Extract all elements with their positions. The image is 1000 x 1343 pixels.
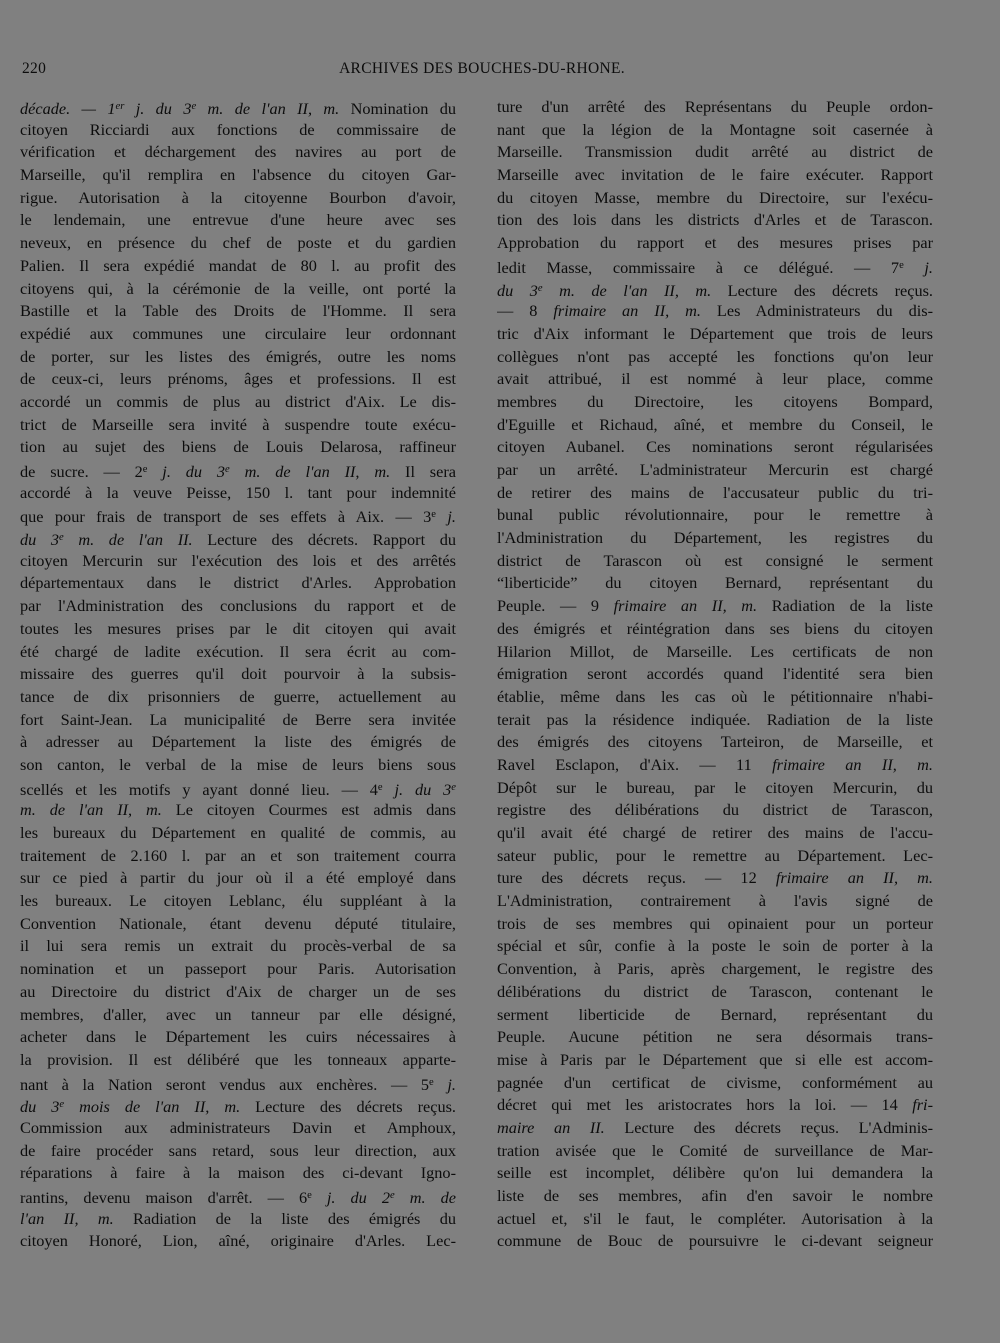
date-reference: frimaire an II, m. (772, 754, 933, 774)
text-line (497, 618, 933, 641)
text-line (497, 572, 933, 595)
text-line (497, 1049, 933, 1072)
text-line (497, 482, 933, 505)
date-reference: e (389, 1190, 395, 1201)
text-run: Commission aux administrateurs Davin et Amphoux, (20, 1117, 456, 1137)
text-line (497, 346, 933, 369)
text-run: ture d'un arrêté des Représentans du Peuple ordon- (497, 97, 933, 116)
text-run: Ravel Esclapon, d'Aix. — 11 (497, 754, 773, 774)
text-run: du citoyen Masse, membre du Directoire, sur l'exécu- (497, 187, 933, 207)
text-run: membres, d'aller, avec un tanneur par elle désigné, (20, 1004, 456, 1024)
date-reference: e (59, 532, 64, 544)
date-reference: j. (903, 257, 933, 277)
text-run: commune de Bouc de poursuivre le ci-devant seigneur (497, 1231, 933, 1251)
text-line (497, 935, 933, 958)
text-line (497, 436, 933, 459)
text-run: les bureaux. Le citoyen Leblanc, élu suppléant à la (20, 891, 456, 911)
text-run: accordé à la veuve Peisse, 150 l. tant pour indemnité (20, 482, 456, 502)
text-line (497, 867, 933, 890)
text-line (497, 300, 933, 323)
text-run: sur ce pied à partir du jour où il a été employé dans (20, 868, 456, 888)
text-run: l'Administration du Département, les registres du (497, 528, 933, 548)
text-run: décret qui met les aristocrates hors la loi. — 14 (497, 1095, 913, 1115)
text-line (20, 731, 456, 754)
text-line (497, 958, 933, 981)
text-run: Nomination du (339, 98, 456, 118)
text-run: au Directoire du district d'Aix de charger un de ses (20, 981, 456, 1001)
text-run: Il sera (390, 461, 456, 481)
date-reference: j. (436, 507, 456, 527)
text-run: scellés et les motifs y ayant donné lieu. — 4 (20, 779, 378, 799)
text-line (497, 96, 933, 119)
text-line (497, 187, 933, 210)
text-line (20, 346, 456, 369)
text-run: qu'il avait été chargé de retirer des mains de l'accu- (497, 823, 933, 842)
text-run: e (377, 781, 383, 793)
text-line (20, 890, 456, 913)
text-line (497, 595, 933, 618)
text-line (497, 1004, 933, 1027)
text-line (497, 119, 933, 142)
date-reference: frimaire an II, m. (553, 301, 701, 321)
text-line (20, 1117, 456, 1140)
date-reference: maire an II. (497, 1117, 605, 1137)
text-line (497, 391, 933, 414)
text-line (497, 232, 933, 255)
text-run: Approbation du rapport et des mesures prises par (497, 233, 933, 253)
text-run: rigue. Autorisation à la citoyenne Bourbon d'avoir, (20, 187, 456, 207)
text-run: il lui sera remis un extrait du procès-verbal de sa (20, 936, 456, 956)
text-line (20, 164, 456, 187)
date-reference: j. du 3 (147, 461, 226, 481)
text-line (20, 1072, 456, 1095)
text-run: Lecture des décrets reçus. (711, 280, 933, 300)
text-run: acheter dans le Département les cuirs nécessaires à (20, 1027, 456, 1047)
text-line (497, 1072, 933, 1095)
text-run: “liberticide” du citoyen Bernard, représentant du (497, 573, 933, 593)
text-line (20, 754, 456, 777)
date-reference: du 3 (20, 1097, 60, 1117)
text-run: nomination et un passeport pour Paris. Autorisation (20, 959, 456, 979)
text-line (20, 482, 456, 505)
text-line (20, 527, 456, 550)
text-run: émigration seront accordés quand l'identité sera bien (497, 664, 933, 684)
text-run: bunal public révolutionnaire, pour le remettre à (497, 505, 933, 525)
text-line (497, 1117, 933, 1140)
date-reference: frimaire an II, m. (613, 596, 758, 616)
date-reference: j. du 3 (124, 98, 192, 118)
date-reference: fri- (912, 1095, 933, 1115)
text-run: sateur public, pour le remettre au Département. Lec- (497, 845, 933, 865)
text-line (20, 1208, 456, 1231)
text-line (20, 686, 456, 709)
text-run: membres du Directoire, les citoyens Bompard, (497, 391, 933, 411)
text-line (20, 641, 456, 664)
text-line (20, 799, 456, 822)
date-reference: e (225, 464, 230, 475)
text-run: délibérations du district de Tarascon, contenant le (497, 981, 933, 1001)
text-run: Lecture des décrets reçus. L'Adminis- (604, 1117, 933, 1137)
text-line (20, 981, 456, 1004)
text-run: toutes les mesures prises par le dit citoyen qui avait (20, 618, 456, 638)
text-run: la provision. Il est délibéré que les tonneaux apparte- (20, 1049, 456, 1069)
text-run: citoyen Aubanel. Ces nominations seront régularisées (497, 437, 933, 457)
text-run: Convention, à Paris, après chargement, le registre des (497, 959, 933, 979)
text-run: des émigrés et réintégration dans ses biens du citoyen (497, 618, 933, 638)
text-line (497, 799, 933, 822)
text-line (497, 981, 933, 1004)
text-run: Palien. Il sera expédié mandat de 80 l. au profit des (20, 255, 456, 275)
text-line (20, 1094, 456, 1117)
text-run: nant à la Nation seront vendus aux enchères. — 5 (20, 1074, 430, 1094)
text-run: e (307, 1190, 312, 1201)
text-line (497, 1230, 933, 1253)
text-line (497, 845, 933, 868)
date-reference: e (451, 781, 456, 793)
text-line (20, 368, 456, 391)
text-run: trict de Marseille sera invité à suspendre toute exécu- (20, 414, 456, 434)
text-run: ledit Masse, commissaire à ce délégué. — 7 (497, 257, 900, 277)
text-run: Marseille avec invitation de le faire exécuter. Rapport (497, 165, 933, 185)
text-line (20, 822, 456, 845)
text-run: terait pas la résidence indiquée. Radiation de la liste (497, 709, 933, 729)
column-gutter (476, 100, 477, 1250)
text-run: de faire procéder sans retard, sous leur direction, aux (20, 1140, 456, 1160)
text-run: par l'Administration des conclusions du rapport et de (20, 596, 456, 616)
text-run: Les Administrateurs du dis- (700, 301, 933, 321)
text-line (20, 1004, 456, 1027)
text-run: tric d'Aix informant le Département que trois de leurs (497, 323, 933, 343)
text-line (20, 845, 456, 868)
text-run: e (429, 1076, 434, 1088)
text-run: établie, même dans les cas où le pétitionnaire n'habi- (497, 686, 933, 706)
date-reference: j. (433, 1074, 456, 1094)
text-run: spécial et sûr, confie à la poste le soin de porter à la (497, 936, 933, 956)
text-run: par un arrêté. L'administrateur Mercurin est chargé (497, 460, 933, 479)
date-reference: j. du 2 (311, 1187, 390, 1207)
date-reference: m. de l'an II, m. (196, 98, 340, 118)
text-line (497, 1162, 933, 1185)
text-run: Le citoyen Courmes est admis dans (161, 800, 456, 820)
text-run: district de Tarascon où est consigné le serment (497, 550, 933, 570)
date-reference: m. de (394, 1187, 456, 1207)
text-line (497, 164, 933, 187)
text-run: Peuple. Aucune pétition ne sera désormais trans- (497, 1027, 933, 1047)
text-line (497, 141, 933, 164)
text-run: Marseille. Transmission dudit arrêté au district de (497, 142, 933, 162)
text-run: que pour frais de transport de ses effets à Aix. — 3 (20, 507, 432, 527)
text-run: Lecture des décrets reçus. (240, 1097, 456, 1117)
text-run: vérification et déchargement des navires au port de (20, 142, 456, 162)
page-header (22, 60, 942, 84)
text-line (497, 890, 933, 913)
text-line (497, 414, 933, 437)
date-reference: du 3 (20, 529, 60, 549)
text-run: e (899, 259, 904, 271)
text-line (20, 913, 456, 936)
date-reference: er (115, 101, 125, 112)
text-line (497, 913, 933, 936)
text-line (20, 618, 456, 641)
text-run: départementaux dans le district d'Arles. Approbation (20, 573, 456, 593)
text-run: de sucre. — 2 (20, 461, 143, 481)
text-run: de porter, sur les listes des émigrés, outre les noms (20, 346, 456, 366)
text-run: tration avisée que le Comité de surveillance de Mar- (497, 1140, 933, 1160)
text-run: avait attribué, il est nommé à leur place, comme (497, 369, 933, 389)
text-run: — 8 (497, 301, 554, 321)
date-reference: m. de l'an II. (63, 529, 193, 549)
text-line (497, 1094, 933, 1117)
text-run: Dépôt sur le bureau, par le citoyen Mercurin, du (497, 777, 933, 797)
text-line (20, 1026, 456, 1049)
text-line (20, 867, 456, 890)
text-line (20, 1230, 456, 1253)
text-run: à adresser au Département la liste des émigrés de (20, 732, 456, 752)
text-run: expédié aux communes une circulaire leur ordonnant (20, 323, 456, 343)
text-line (497, 504, 933, 527)
text-run: Radiation de la liste (757, 596, 933, 616)
text-line (20, 436, 456, 459)
text-line (20, 414, 456, 437)
text-run: le lendemain, une entrevue d'une heure avec ses (20, 210, 456, 230)
text-run: Convention Nationale, étant devenu député titulaire, (20, 913, 456, 933)
text-run: son canton, le verbal de la mise de leurs biens sous (20, 754, 456, 774)
text-run: actuel et, s'il le faut, le compléter. Autorisation à la (497, 1208, 933, 1228)
date-reference: m. de l'an II, m. (542, 280, 712, 300)
right-column (497, 96, 933, 1253)
text-run: tion des lois dans les districts d'Arles et de Tarascon. (497, 210, 933, 230)
text-line (20, 119, 456, 142)
date-reference: mois de l'an II, m. (64, 1097, 241, 1117)
text-line (20, 1140, 456, 1163)
text-line (497, 527, 933, 550)
text-line (497, 663, 933, 686)
text-line (497, 1140, 933, 1163)
text-line (497, 255, 933, 278)
text-line (20, 391, 456, 414)
text-run: d'Eguille et Richaud, aîné, et membre du Conseil, le (497, 414, 933, 434)
date-reference: m. de l'an II, m. (20, 800, 162, 820)
text-line (20, 1162, 456, 1185)
text-run: fort Saint-Jean. La municipalité de Berre sera invitée (20, 709, 456, 729)
text-line (20, 96, 456, 119)
date-reference: e (537, 282, 543, 294)
text-line (497, 1026, 933, 1049)
date-reference: m. de l'an II, m. (229, 461, 391, 481)
text-line (497, 731, 933, 754)
text-run: citoyen Honoré, Lion, aîné, originaire d'Arles. Lec- (20, 1231, 456, 1251)
text-line (497, 686, 933, 709)
text-line (20, 459, 456, 482)
text-line (20, 187, 456, 210)
text-run: de retirer des mains de l'accusateur public du tri- (497, 482, 933, 502)
text-line (20, 232, 456, 255)
text-run: seille est incomplet, délibère qu'on lui demandera la (497, 1163, 933, 1183)
text-run: ture des décrets reçus. — 12 (497, 868, 776, 888)
text-run: tion au sujet des biens de Louis Delarosa, raffineur (20, 437, 456, 457)
text-run: collègues n'ont pas accepté les fonctions qu'on leur (497, 346, 933, 366)
text-run: de ceux-ci, leurs prénoms, âges et professions. Il est (20, 369, 456, 389)
text-run: citoyen Mercurin sur l'exécution des lois et des arrêtés (20, 550, 456, 570)
text-run: pagnée d'un certificat de civisme, conformément au (497, 1072, 933, 1092)
text-line (20, 935, 456, 958)
text-line (497, 709, 933, 732)
text-line (20, 550, 456, 573)
text-line (497, 1208, 933, 1231)
text-run: réparations à faire à la maison des ci-devant Igno- (20, 1163, 456, 1183)
text-run: traitement de 2.160 l. par an et son traitement courra (20, 845, 456, 865)
text-line (497, 278, 933, 301)
left-column (20, 96, 456, 1253)
text-run: Bastille et la Table des Droits de l'Homme. Il sera (20, 301, 456, 321)
date-reference: l'an II, m. (20, 1208, 114, 1228)
text-line (497, 550, 933, 573)
text-line (20, 595, 456, 618)
text-run: neveux, en présence du chef de poste et du gardien (20, 233, 456, 253)
text-line (497, 1185, 933, 1208)
text-run: e (142, 464, 148, 475)
text-line (20, 1185, 456, 1208)
text-run: mise à Paris par le Département que si elle est accom- (497, 1049, 933, 1069)
text-line (20, 663, 456, 686)
text-line (20, 278, 456, 301)
text-run: accordé un commis de plus au district d'Aix. Le dis- (20, 391, 456, 411)
text-line (20, 300, 456, 323)
date-reference: e (59, 1099, 65, 1111)
text-run: e (431, 509, 436, 521)
text-run: registre des délibérations du district de Tarascon, (497, 800, 933, 820)
text-line (497, 368, 933, 391)
text-line (20, 209, 456, 232)
text-run: liste de ses membres, afin d'en savoir le nombre (497, 1186, 933, 1205)
text-run: Radiation de la liste des émigrés du (113, 1208, 456, 1228)
text-run: Hilarion Millot, de Marseille. Les certificats de non (497, 641, 933, 661)
text-line (497, 777, 933, 800)
text-line (497, 754, 933, 777)
text-run: tance de dix prisonniers de guerre, actuellement au (20, 686, 456, 706)
text-run: trois de ses membres qui opinaient pour un porteur (497, 913, 933, 933)
text-run: rantins, devenu maison d'arrêt. — 6 (20, 1187, 308, 1207)
date-reference: frimaire an II, m. (775, 868, 933, 888)
text-line (20, 255, 456, 278)
text-run: Peuple. — 9 (497, 596, 614, 616)
text-line (497, 459, 933, 482)
text-run: citoyen Ricciardi aux fonctions de commissaire de (20, 119, 456, 139)
text-run: les bureaux du Département en qualité de commis, au (20, 823, 456, 842)
text-line (497, 822, 933, 845)
text-run: nant que la légion de la Montagne soit casernée à (497, 119, 933, 139)
text-run: citoyens qui, à la cérémonie de la veille, ont porté la (20, 278, 456, 298)
running-title: ARCHIVES DES BOUCHES-DU-RHONE. (339, 60, 625, 77)
text-line (20, 777, 456, 800)
date-reference: décade. — 1 (20, 98, 116, 118)
text-line (20, 141, 456, 164)
text-line (497, 641, 933, 664)
text-line (497, 209, 933, 232)
date-reference: j. du 3 (382, 779, 452, 799)
text-line (20, 572, 456, 595)
text-line (20, 958, 456, 981)
text-line (20, 1049, 456, 1072)
text-line (20, 323, 456, 346)
date-reference: e (191, 101, 197, 112)
page-number: 220 (22, 60, 47, 77)
text-line (20, 709, 456, 732)
text-run: L'Administration, contrairement à l'avis signé de (497, 891, 933, 911)
text-run: été chargé de ladite exécution. Il sera écrit au com- (20, 641, 456, 661)
text-run: des émigrés des citoyens Tarteiron, de Marseille, et (497, 732, 933, 752)
text-run: Marseille, qu'il remplira en l'absence du citoyen Gar- (20, 165, 456, 185)
text-run: Lecture des décrets. Rapport du (192, 529, 456, 549)
text-line (497, 323, 933, 346)
text-line (20, 504, 456, 527)
date-reference: du 3 (497, 280, 538, 300)
text-run: missaire des guerres qu'il doit pourvoir à la subsis- (20, 664, 456, 684)
text-run: serment liberticide de Bernard, représentant du (497, 1004, 933, 1024)
